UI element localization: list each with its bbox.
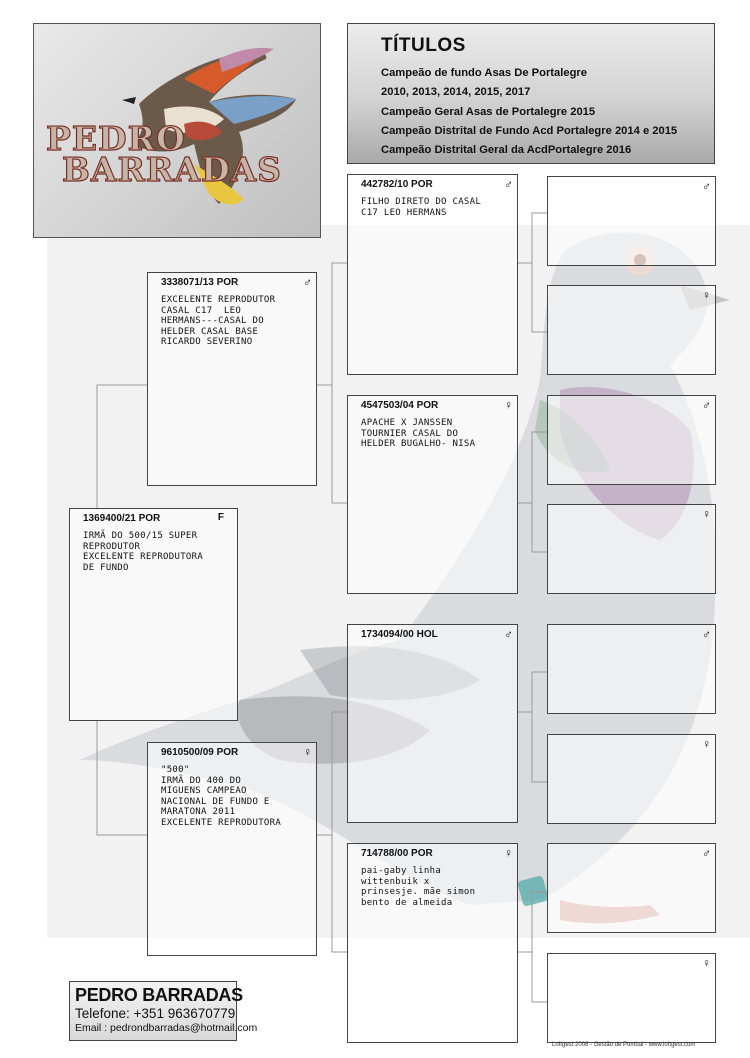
card-description: "500" IRMÃ DO 400 DO MIGUENS CAMPEAO NACIONAL DE FUNDO E MARATONA 2011 EXCELENTE REPRODUTORA [161,765,282,828]
breeder-logo [33,23,321,238]
ring-number: 1369400/21 POR [83,513,161,524]
title-line: Campeão Distrital Geral da AcdPortalegre 2016 [381,144,632,157]
pedigree-card-great-grandparent [547,176,716,266]
pedigree-card-great-grandparent [547,504,716,594]
brand-name-line1: PEDRO [46,119,186,158]
male-sex-icon: ♂ [702,627,711,641]
titles-panel [347,23,715,164]
pedigree-card-sire [147,272,317,486]
title-line: Campeão Distrital de Fundo Acd Portalegre 2014 e 2015 [381,124,678,137]
male-sex-icon: ♂ [702,846,711,860]
male-sex-icon: ♂ [504,177,513,191]
sex-label: F [217,512,224,523]
female-sex-icon: ♀ [702,737,711,751]
pedigree-card-dam [147,742,317,956]
footer-credit: Loftgest 2008 - Gestão de Pombal - www.loftgest.com [552,1042,696,1048]
pedigree-card-dam-sire [347,624,518,823]
female-sex-icon: ♀ [702,507,711,521]
male-sex-icon: ♂ [504,627,513,641]
female-sex-icon: ♀ [303,745,312,759]
pedigree-card-subject [69,508,238,721]
card-description: EXCELENTE REPRODUTOR CASAL C17 LEO HERMANS---CASAL DO HELDER CASAL BASE RICARDO SEVERINO [161,295,276,348]
pedigree-card-great-grandparent [547,953,716,1043]
ring-number: 9610500/09 POR [161,747,239,758]
title-line: 2010, 2013, 2014, 2015, 2017 [381,86,531,99]
card-description: FILHO DIRETO DO CASAL C17 LEO HERMANS [361,197,482,218]
male-sex-icon: ♂ [702,179,711,193]
female-sex-icon: ♀ [504,846,513,860]
female-sex-icon: ♀ [702,288,711,302]
female-sex-icon: ♀ [504,398,513,412]
card-description: pai-gaby linha wittenbuik x prinsesje. mãe simon bento de almeida [361,866,476,908]
contact-name: PEDRO BARRADAS [75,985,243,1005]
pedigree-card-great-grandparent [547,624,716,714]
pedigree-card-sire-sire [347,174,518,375]
card-description: IRMÃ DO 500/15 SUPER REPRODUTOR EXCELENTE REPRODUTORA DE FUNDO [83,531,204,573]
ring-number: 1734094/00 HOL [361,629,438,640]
pedigree-card-dam-dam [347,843,518,1043]
brand-name-line2: BARRADAS [62,150,283,189]
ring-number: 4547503/04 POR [361,400,439,411]
title-line: Campeão de fundo Asas De Portalegre [381,67,587,79]
pedigree-card-great-grandparent [547,395,716,485]
contact-email: Email : pedrondbarradas@hotmail.com [75,1022,258,1034]
pedigree-card-great-grandparent [547,285,716,375]
female-sex-icon: ♀ [702,956,711,970]
ring-number: 3338071/13 POR [161,277,239,288]
pedigree-card-sire-dam [347,395,518,594]
ring-number: 714788/00 POR [361,848,433,859]
ring-number: 442782/10 POR [361,179,433,190]
pedigree-card-great-grandparent [547,843,716,933]
contact-phone: Telefone: +351 963670779 [75,1006,236,1021]
title-line: Campeão Geral Asas de Portalegre 2015 [381,105,596,118]
male-sex-icon: ♂ [303,275,312,289]
card-description: APACHE X JANSSEN TOURNIER CASAL DO HELDER BUGALHO- NISA [361,418,476,450]
contact-card [69,981,258,1041]
male-sex-icon: ♂ [702,398,711,412]
pedigree-card-great-grandparent [547,734,716,824]
titles-heading: TÍTULOS [381,35,466,56]
